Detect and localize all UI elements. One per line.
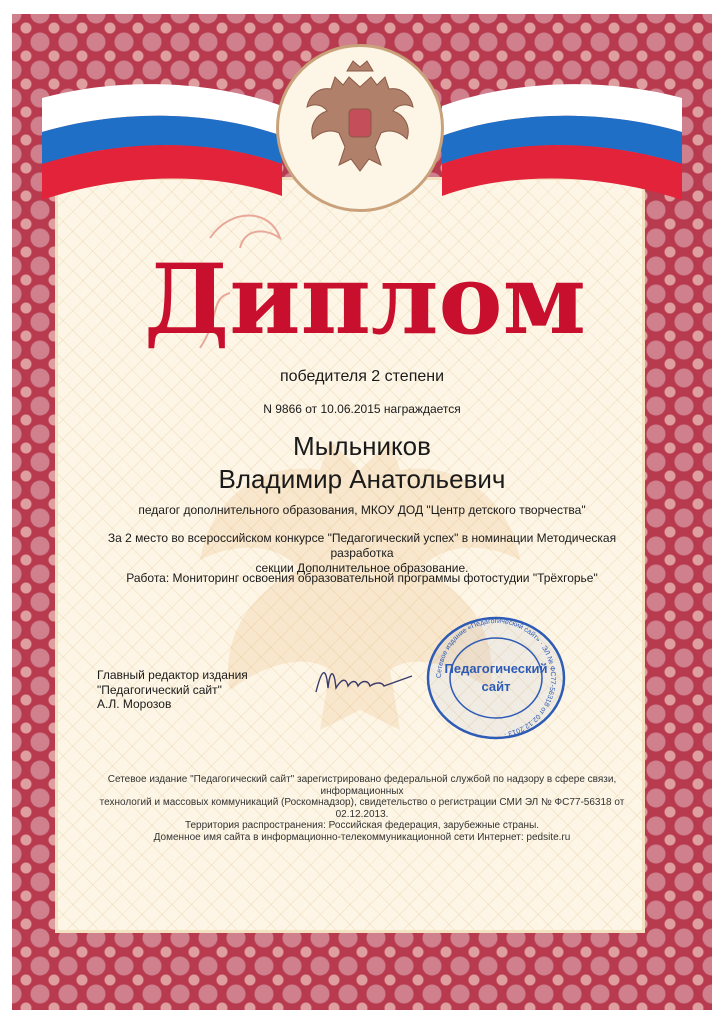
award-reason <box>94 531 630 576</box>
footer-line: Сетевое издание "Педагогический сайт" зарегистрировано федеральной службой по надзору в сфере связи, информационных <box>107 774 617 797</box>
editor-block <box>97 668 317 712</box>
editor-role: Главный редактор издания <box>97 668 248 682</box>
seal-title-line: Педагогический <box>444 661 548 676</box>
seal-ring-text: Сетевое издание «Педагогический сайт» · ЭЛ № ФС77-56318 от 02.12.2013 · <box>435 617 557 738</box>
editor-publication: "Педагогический сайт" <box>97 682 222 697</box>
footer-line: Доменное имя сайта в информационно-телекоммуникационной сети Интернет: pedsite.ru <box>153 831 571 843</box>
award-reason-line: За 2 место во всероссийском конкурсе "Педагогический успех" в номинации Методическая разработка <box>107 531 617 560</box>
diploma-title-text: Диплом <box>144 243 586 356</box>
editor-name: А.Л. Морозов <box>97 697 172 711</box>
recipient-given-names: Владимир Анатольевич <box>218 464 506 494</box>
recipient-name <box>120 430 604 496</box>
diploma-number: N 9866 от 10.06.2015 награждается <box>263 402 461 416</box>
work-title: Работа: Мониторинг освоения образовательной программы фотостудии "Трёхгорье" <box>126 571 598 585</box>
emblem-medallion <box>276 44 444 212</box>
double-headed-eagle-icon <box>279 47 441 209</box>
footer-line: Территория распространения: Российская федерация, зарубежные страны. <box>184 820 540 831</box>
award-degree: победителя 2 степени <box>279 368 445 385</box>
diploma-title <box>144 198 586 368</box>
award-reason-line: секции Дополнительное образование. <box>255 561 469 575</box>
footer-line: технологий и массовых коммуникаций (Роскомнадзор), свидетельство о регистрации СМИ ЭЛ № ФС77-56318 от 02.12.2013. <box>99 797 625 820</box>
recipient-surname: Мыльников <box>293 431 431 461</box>
seal-title-line: сайт <box>481 679 511 694</box>
recipient-position: педагог дополнительного образования, МКОУ ДОД "Центр детского творчества" <box>138 503 586 517</box>
registration-footer <box>96 774 628 843</box>
publisher-seal <box>421 613 571 743</box>
editor-signature <box>312 658 422 698</box>
